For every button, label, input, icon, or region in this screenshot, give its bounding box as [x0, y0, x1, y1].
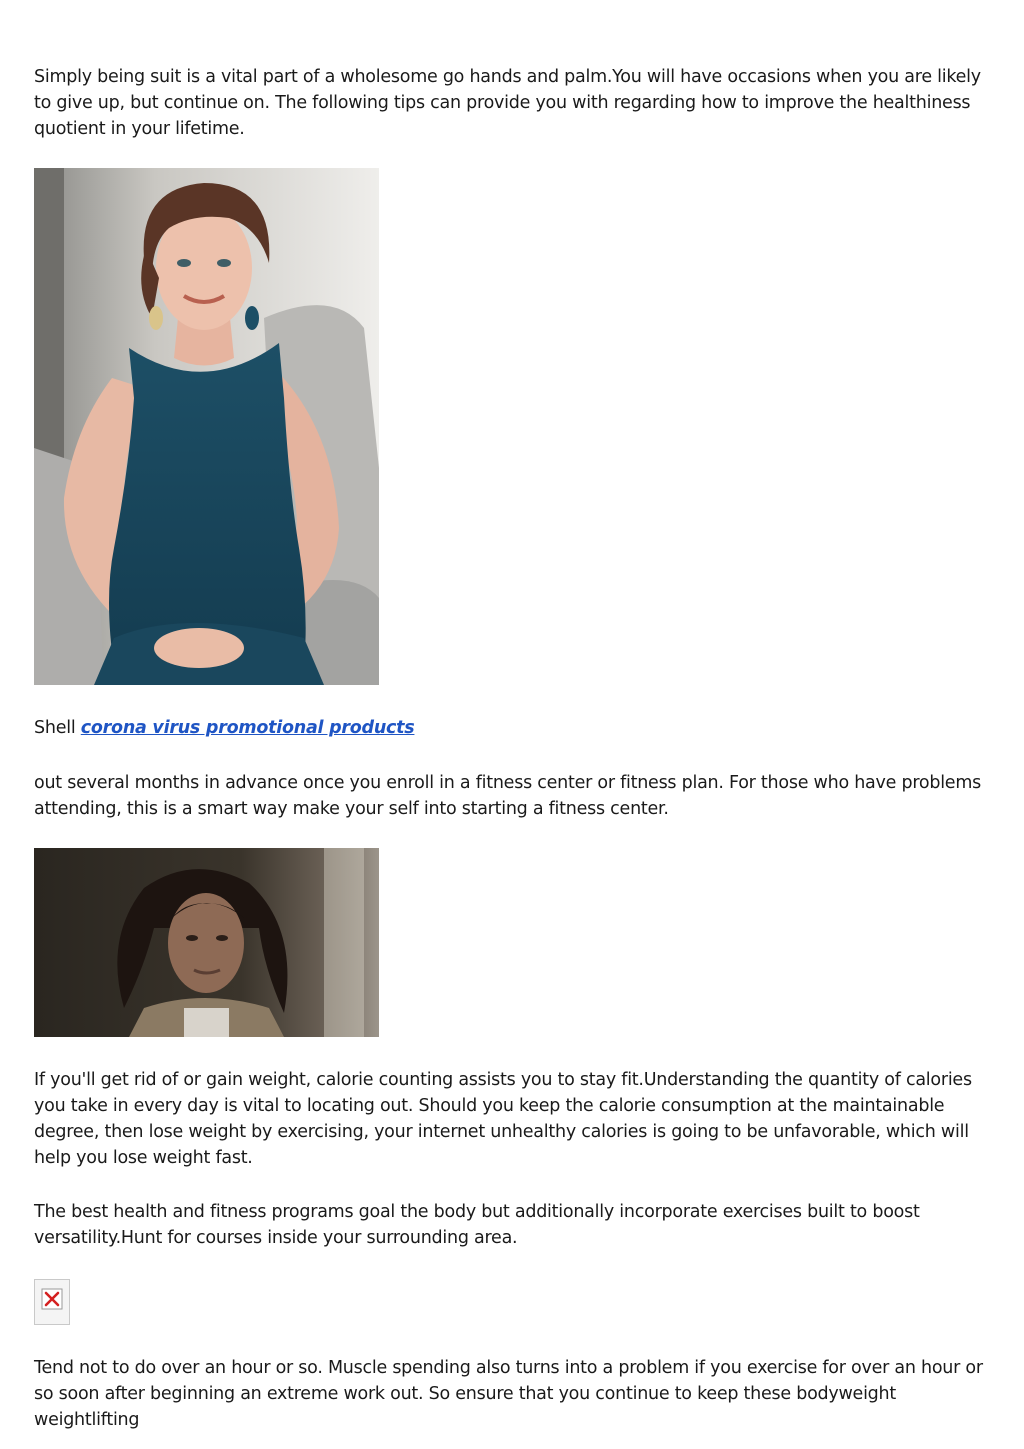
broken-image-icon	[34, 1279, 70, 1325]
paragraph-programs: The best health and fitness programs goal the body but additionally incorporate exercises built to boost versatility.Hunt for courses inside your surrounding area.	[34, 1202, 920, 1248]
photo-woman-blue-dress	[34, 168, 379, 685]
photo-long-hair-person	[34, 848, 379, 1037]
paragraph-calories: If you'll get rid of or gain weight, calorie counting assists you to stay fit.Understanding the quantity of calories you take in every day is vital to locating out. Should you keep the calorie consumption at the maintainable degree, then lose weight by exercising, your internet unhealthy calories is going to be unfavorable, which will help you lose weight fast.	[34, 1070, 972, 1168]
paragraph-enroll: out several months in advance once you enroll in a fitness center or fitness plan. For those who have problems attending, this is a smart way make your self into starting a fitness center.	[34, 773, 981, 819]
paragraph-hour: Tend not to do over an hour or so. Muscle spending also turns into a problem if you exercise for over an hour or so soon after beginning an extreme work out. So ensure that you continue to keep these bodyweight weightlifting	[34, 1358, 983, 1430]
paragraph-shell	[34, 715, 994, 741]
shell-text: Shell	[34, 718, 81, 738]
paragraph-intro: Simply being suit is a vital part of a wholesome go hands and palm.You will have occasions when you are likely to give up, but continue on. The following tips can provide you with regarding how to improve the healthiness quotient in your lifetime.	[34, 67, 981, 139]
promo-products-link[interactable]: corona virus promotional products	[80, 718, 415, 738]
